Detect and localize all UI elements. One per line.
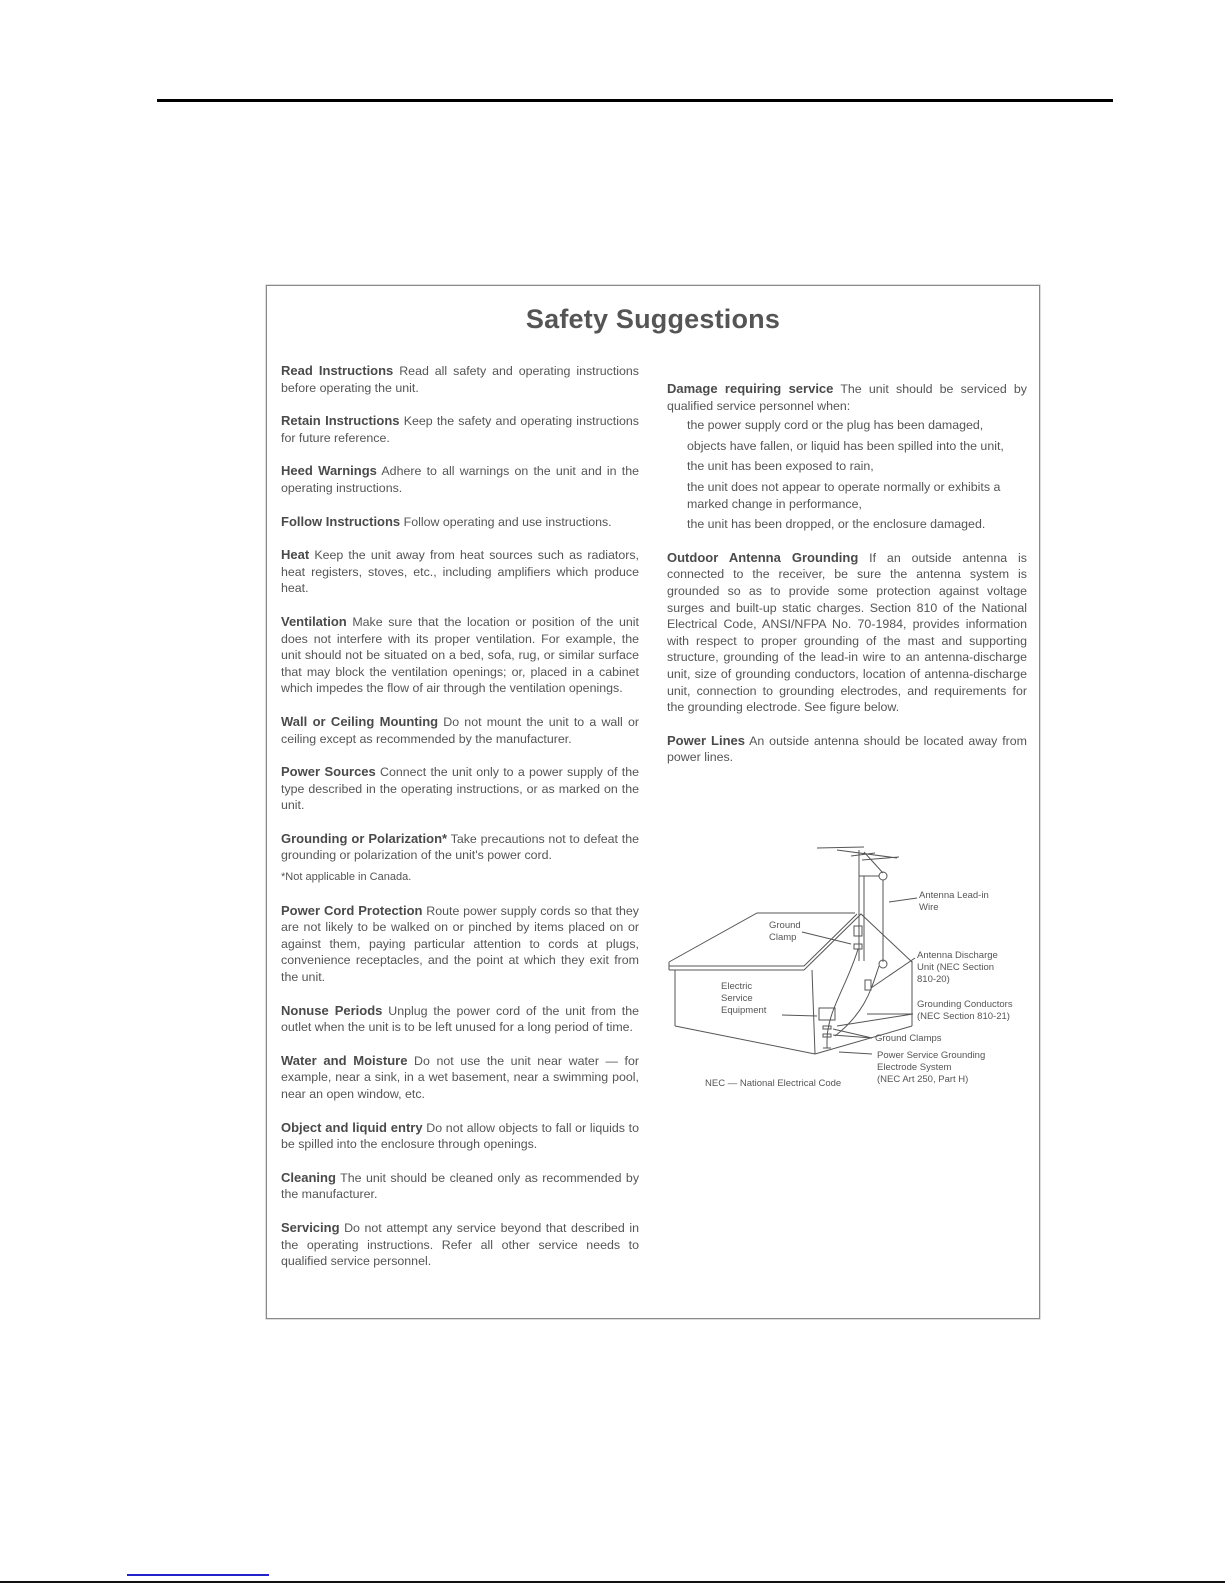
item-ventilation [281, 614, 639, 697]
page-title: Safety Suggestions [525, 304, 781, 334]
footer-rule [0, 1581, 1225, 1583]
item-servicing [281, 1220, 639, 1270]
label-grounding-electrode: Power Service Grounding [877, 1050, 986, 1061]
safety-suggestions-panel [266, 285, 1040, 1319]
damage-conditions-list [667, 417, 1027, 533]
item-text: Keep the safety and operating instructions for future reference. [281, 414, 639, 445]
item-heed-warnings [281, 463, 639, 496]
item-text: Adhere to all warnings on the unit and in the operating instructions. [281, 464, 639, 495]
label-electric-service: Electric [721, 981, 753, 992]
item-heading: Grounding or Polarization* [281, 830, 448, 846]
header-rule [157, 99, 1113, 102]
house-antenna-icon [667, 836, 1037, 1106]
item-text: Do not attempt any service beyond that described in the operating instructions. Refer all other service needs to qualified service personnel. [281, 1220, 639, 1269]
item-wall-ceiling-mounting [281, 714, 639, 747]
item-heading: Power Cord Protection [281, 902, 423, 918]
antenna-grounding-diagram [667, 836, 1037, 1106]
damage-condition: the power supply cord or the plug has been damaged, [687, 418, 984, 433]
item-heading: Wall or Ceiling Mounting [281, 713, 439, 729]
item-text: Do not allow objects to fall or liquids to be spilled into the enclosure through openings. [281, 1120, 639, 1152]
item-text: Make sure that the location or position of the unit does not interfere with its proper ventilation. For example, the unit should not be situated on a bed, sofa, rug, or similar surface that may block the ventilation openings; or, placed in a cabinet which impedes the flow of air through the ventilation openings. [281, 614, 639, 696]
item-power-cord-protection [281, 903, 639, 986]
label-grounding-conductors: Grounding Conductors [917, 999, 1013, 1010]
item-text: If an outside antenna is connected to the receiver, be sure the antenna system is grounded so as to provide some protection against voltage surges and built-up static charges. Section 810 of the National Electrical Code, ANSI/NFPA No. 70-1984, provides information with respect to proper grounding of the mast and supporting structure, grounding of the lead-in wire to an antenna-discharge unit, size of grounding conductors, location of antenna-discharge unit, connection to grounding electrodes, and requirements for the grounding electrode. See figure below. [667, 550, 1027, 715]
item-heading: Object and liquid entry [281, 1119, 423, 1135]
item-heading: Power Sources [281, 764, 376, 780]
item-follow-instructions [281, 514, 639, 531]
label-lead-in: Antenna Lead-in [919, 890, 989, 901]
item-power-lines [667, 733, 1027, 766]
item-heading: Retain Instructions [281, 413, 400, 429]
item-text: Route power supply cords so that they are not likely to be walked on or pinched by items placed on or against them, paying particular attention to cords at plugs, convenience receptacles, and the point at which they exit from the unit. [281, 903, 639, 985]
item-text: Connect the unit only to a power supply of the type described in the operating instructions, or as marked on the unit. [281, 765, 639, 813]
label-grounding-conductors: (NEC Section 810-21) [917, 1011, 1010, 1022]
label-ground-clamp: Ground [769, 920, 801, 931]
item-heading: Water and Moisture [281, 1052, 408, 1068]
item-cleaning [281, 1170, 639, 1203]
item-heading: Power Lines [667, 732, 745, 748]
label-grounding-electrode: (NEC Art 250, Part H) [877, 1074, 969, 1085]
item-heading: Outdoor Antenna Grounding [667, 549, 859, 565]
item-text: Keep the unit away from heat sources such as radiators, heat registers, stoves, etc., including amplifiers which produce heat. [281, 548, 639, 596]
item-heat [281, 547, 639, 597]
item-text: Follow operating and use instructions. [403, 514, 612, 529]
item-heading: Heat [281, 547, 310, 563]
item-text: Unplug the power cord of the unit from the outlet when the unit is to be left unused for a long period of time. [281, 1003, 639, 1035]
item-heading: Servicing [281, 1219, 340, 1235]
item-water-moisture [281, 1053, 639, 1103]
item-text: The unit should be serviced by qualified service personnel when: [667, 382, 1027, 413]
right-column [667, 381, 1027, 783]
item-grounding-polarization [281, 831, 639, 864]
grounding-footnote: *Not applicable in Canada. [281, 871, 412, 884]
damage-condition: the unit has been exposed to rain, [687, 459, 874, 474]
item-text: An outside antenna should be located away from power lines. [667, 733, 1027, 765]
label-lead-in: Wire [919, 902, 939, 913]
item-power-sources [281, 764, 639, 814]
left-column [281, 363, 639, 1287]
label-discharge-unit: Antenna Discharge [917, 950, 998, 961]
label-discharge-unit: 810-20) [917, 974, 950, 985]
label-discharge-unit: Unit (NEC Section [917, 962, 995, 973]
item-heading: Nonuse Periods [281, 1002, 383, 1018]
item-text: Read all safety and operating instructions before operating the unit. [281, 364, 639, 395]
label-ground-clamp: Clamp [769, 932, 797, 943]
footnote-separator [127, 1574, 269, 1576]
damage-condition: the unit has been dropped, or the enclosure damaged. [687, 517, 986, 532]
label-grounding-electrode: Electrode System [877, 1062, 952, 1073]
item-damage-requiring-service [667, 381, 1027, 414]
item-outdoor-antenna-grounding [667, 550, 1027, 716]
item-read-instructions [281, 363, 639, 396]
item-heading: Follow Instructions [281, 513, 401, 529]
item-text: The unit should be cleaned only as recommended by the manufacturer. [281, 1170, 640, 1202]
label-ground-clamps: Ground Clamps [875, 1033, 942, 1044]
item-text: Take precautions not to defeat the grounding or polarization of the unit's power cord. [281, 831, 640, 863]
item-object-liquid-entry [281, 1120, 639, 1153]
label-electric-service: Equipment [721, 1005, 767, 1016]
item-heading: Read Instructions [281, 363, 394, 378]
item-heading: Damage requiring service [667, 381, 834, 396]
item-heading: Cleaning [281, 1169, 336, 1185]
label-electric-service: Service [721, 993, 753, 1004]
item-heading: Ventilation [281, 613, 347, 629]
item-text: Do not use the unit near water — for example, near a sink, in a wet basement, near a swimming pool, near an open window, etc. [281, 1053, 639, 1101]
damage-condition: the unit does not appear to operate normally or exhibits a marked change in performance, [687, 479, 1001, 511]
item-heading: Heed Warnings [281, 463, 377, 479]
item-text: Do not mount the unit to a wall or ceiling except as recommended by the manufacturer. [281, 714, 639, 746]
nec-legend: NEC — National Electrical Code [705, 1078, 842, 1089]
item-nonuse-periods [281, 1003, 639, 1036]
item-retain-instructions [281, 413, 639, 446]
damage-condition: objects have fallen, or liquid has been spilled into the unit, [687, 438, 1004, 453]
